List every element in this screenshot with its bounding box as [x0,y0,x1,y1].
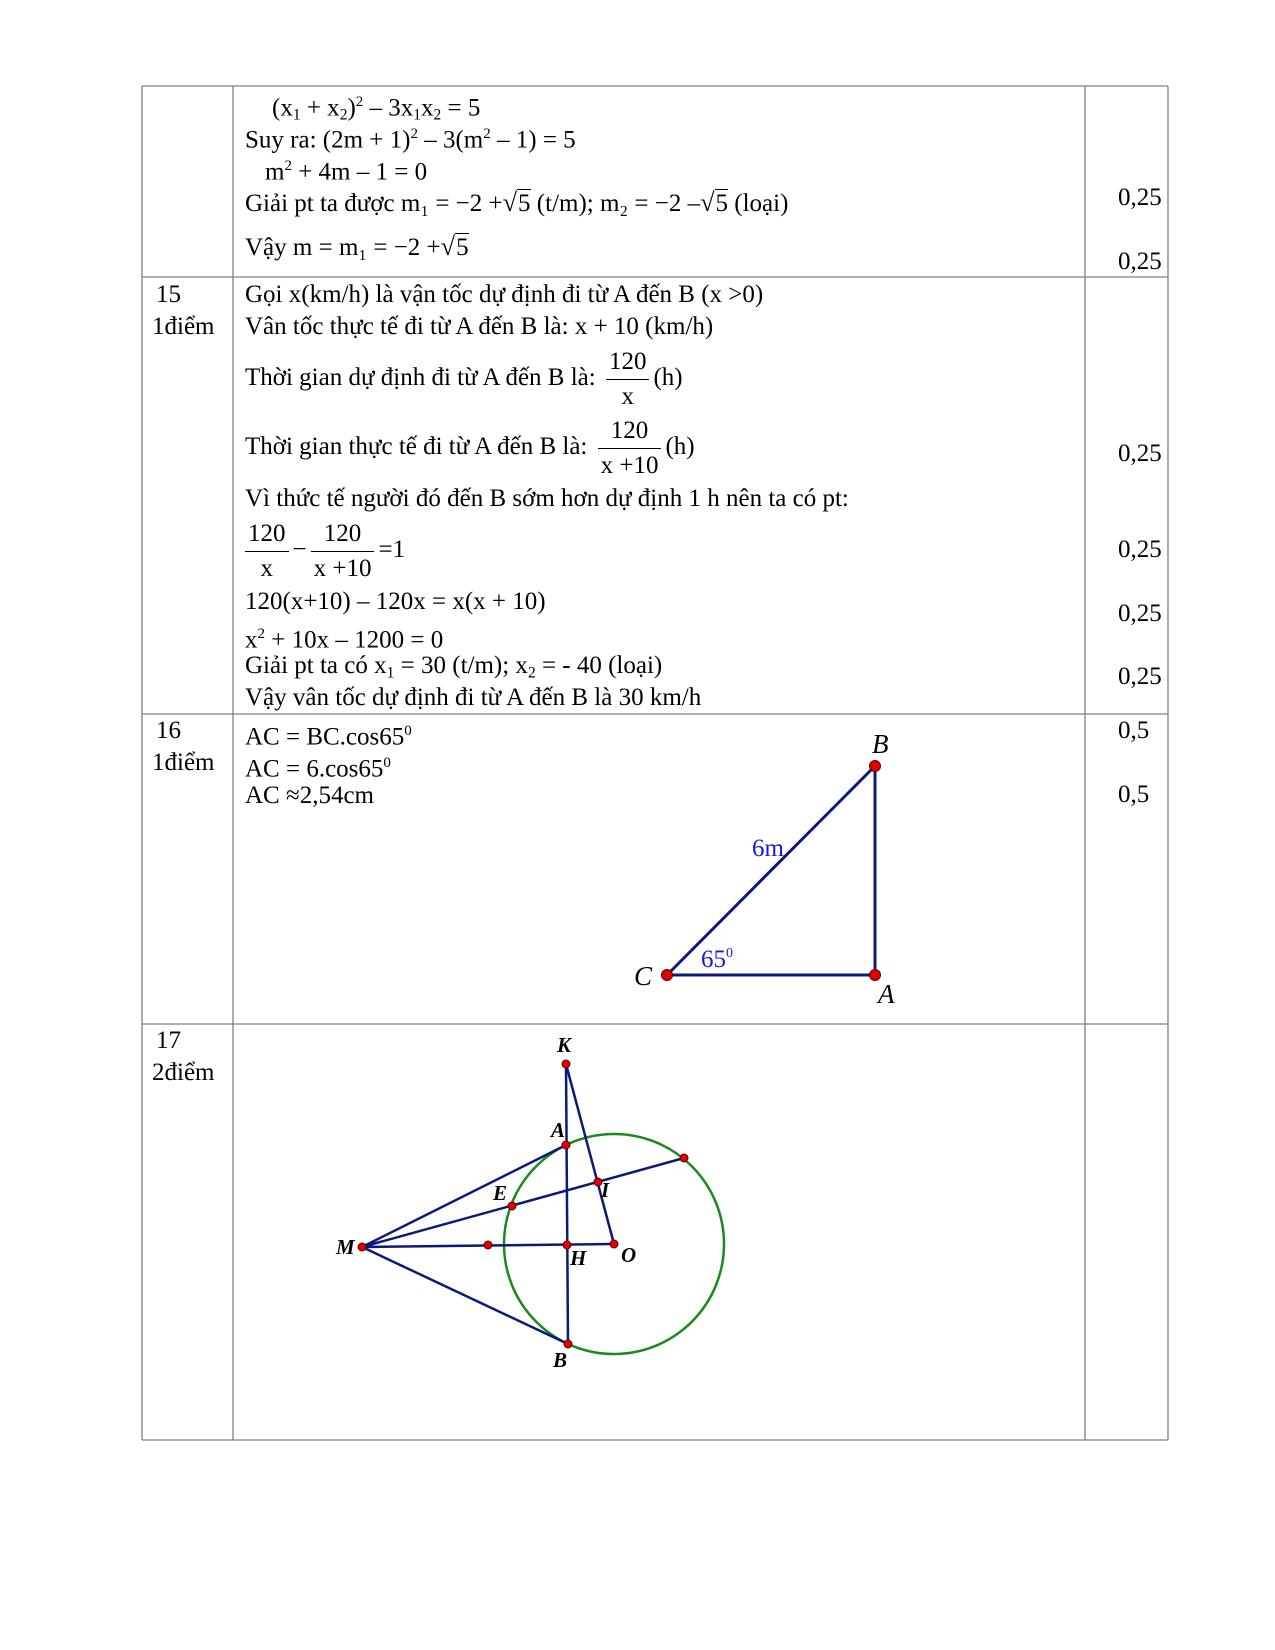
equation-quadratic-m: $m^2 + 4m - 1 = 0$ [265,158,428,186]
m2-lhs: m₂ = −2 – [599,190,701,217]
m1-note: (t/m); [536,190,594,217]
point-b [564,1340,572,1348]
sqrt-five: √5 [502,188,531,217]
points-value: 0,25 [1118,248,1162,275]
secant-line [362,1158,684,1247]
point-secant-end [680,1154,688,1162]
question-score: 1điểm [152,313,215,340]
text-line: Vân tốc thực tế đi từ A đến B là: x + 10 (km/h) [245,313,714,340]
points-value: 0,25 [1118,536,1162,563]
text-line: Gọi x(km/h) là vận tốc dự định đi từ A đến B (x >0) [245,281,764,308]
label-i: I [601,1178,610,1202]
label-angle: $65^0$ [701,946,733,973]
point-m [358,1243,366,1251]
fraction: $\frac{120}{x +10}$ [598,414,662,483]
question-number: 16 [156,717,181,744]
label-side-length: 6m [752,835,784,862]
points-value: 0,25 [1118,184,1162,211]
label-k: K [557,1033,572,1057]
points-value: 0,5 [1118,781,1150,808]
label-c: C [634,961,653,991]
planned-time-line: Thời gian dự định đi từ A đến B là: $\frac{120}{x}$ (h) [245,343,683,414]
question-number: 17 [156,1027,181,1054]
conclusion-m: Vậy m = m₁ = −2 +√5 [245,232,469,261]
solution-prefix: Giải pt ta được [245,190,395,217]
label-a: A [878,979,895,1009]
text-line: AC ≈2,54cm [245,782,374,809]
text-line: AC = $BC.\cos 65^0$ [245,723,412,751]
sqrt-five: √5 [700,188,729,217]
question-number: 15 [156,281,181,308]
sqrt-five: √5 [440,232,469,261]
label-b: B [553,1348,568,1372]
solution-x: Giải pt ta có $x_1 = 30$ (t/m); $x_2$ = - 40 (loại) [245,652,663,682]
label-o: O [621,1243,637,1267]
point-a [562,1141,570,1149]
fraction: $\frac{120}{x +10}$ [311,517,375,586]
points-value: 0,5 [1118,717,1150,744]
equation-quadratic-x: $x^2 + 10x - 1200 = 0$ [245,626,444,654]
fraction: $\frac{120}{x}$ [245,517,289,586]
label-h: H [570,1246,587,1270]
equation-sum-squares: $(x_1 + x_2)^2 - 3x_1x_2 = 5$ [272,94,481,124]
equation-time-difference: $\frac{120}{x}$ − $\frac{120}{x +10}$ =1 [241,515,405,586]
point-o [610,1240,618,1248]
tangent-mb [362,1247,568,1344]
points-value: 0,25 [1118,440,1162,467]
points-value: 0,25 [1118,600,1162,627]
m1-lhs: m₁ = −2 + [400,190,503,217]
point-mo-intersection [484,1241,492,1249]
point-e [508,1202,516,1210]
label-a: A [551,1118,566,1142]
segment-ko [566,1064,614,1244]
text-line: AC = $6.\cos 65^0$ [245,755,391,783]
fraction: $\frac{120}{x}$ [606,345,650,414]
points-value: 0,25 [1118,663,1162,690]
point-k [562,1060,570,1068]
segment-kb [566,1064,568,1344]
label-m: M [336,1235,355,1259]
text-line: 120(x+10) – 120x = x(x + 10) [245,588,546,615]
text-line: Vậy vân tốc dự định đi từ A đến B là 30 km/h [245,684,702,711]
tangent-ma [362,1145,566,1247]
question-score: 1điểm [152,749,215,776]
equation-substituted: Suy ra: $(2m + 1)^2 - 3(m^2 - 1) = 5$ [245,126,576,154]
text-line: Vì thức tế người đó đến B sớm hơn dự định 1 h nên ta có pt: [245,485,849,512]
label-e: E [493,1181,508,1205]
label-b: B [872,729,889,759]
m2-note: (loại) [734,190,789,217]
actual-time-line: Thời gian thực tế đi từ A đến B là: $\frac{120}{x +10}$ (h) [245,412,695,483]
question-score: 2điểm [152,1059,215,1086]
